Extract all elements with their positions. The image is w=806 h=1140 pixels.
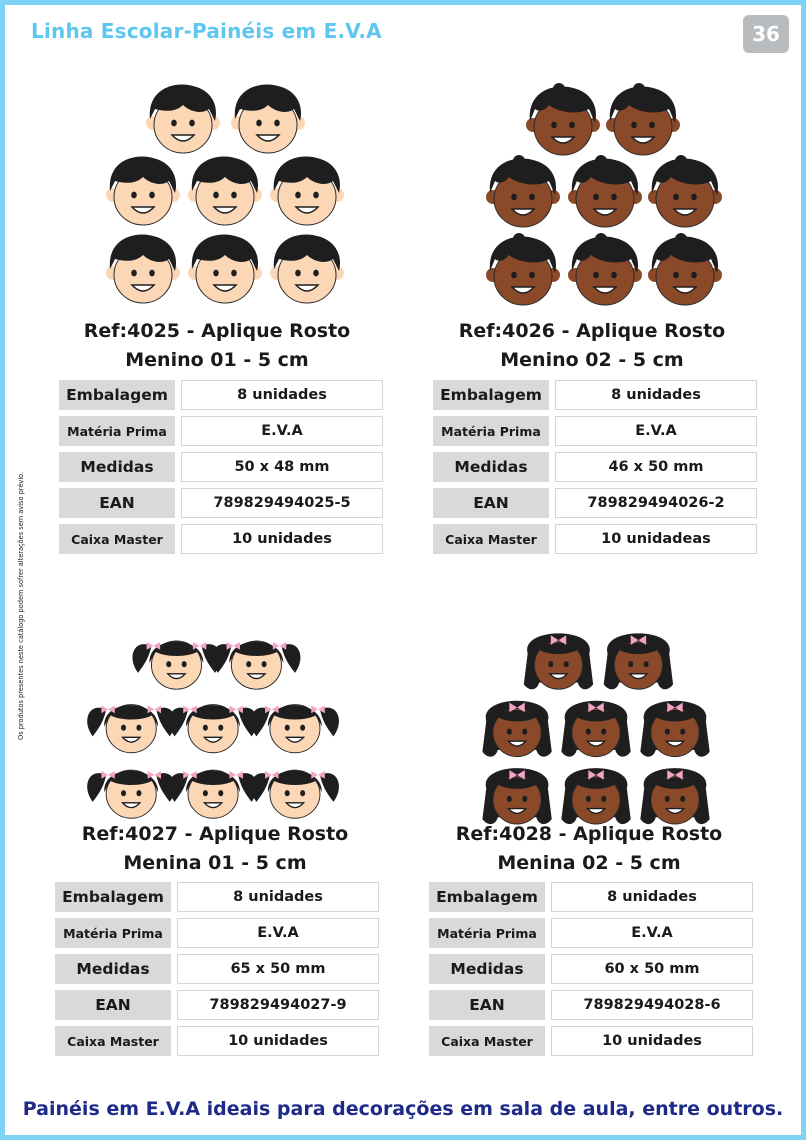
spec-row-materia-prima [55,918,379,948]
spec-label: Medidas [433,452,549,482]
spec-value: 8 unidades [177,882,379,912]
spec-label: Embalagem [55,882,171,912]
spec-label: EAN [55,990,171,1020]
spec-label: Medidas [55,954,171,984]
spec-value: 10 unidades [181,524,383,554]
spec-value: E.V.A [555,416,757,446]
faces-girl-dark-image [467,605,727,835]
product-title-4025 [52,317,382,375]
spec-label: Matéria Prima [59,416,175,446]
spec-value: E.V.A [181,416,383,446]
spec-row-caixa-master [59,524,383,554]
spec-value: 46 x 50 mm [555,452,757,482]
faces-boy-dark-image [483,77,743,307]
product-title-line1: Ref:4026 - Aplique Rosto [458,320,726,342]
spec-row-embalagem [433,380,757,410]
catalog-page [5,5,801,1135]
spec-row-embalagem [55,882,379,912]
footer-tagline: Painéis em E.V.A ideais para decorações em sala de aula, entre outros. [22,1098,784,1120]
spec-label: Medidas [429,954,545,984]
spec-row-caixa-master [433,524,757,554]
spec-label: Embalagem [433,380,549,410]
spec-value: 60 x 50 mm [551,954,753,984]
product-title-line1: Ref:4025 - Aplique Rosto [83,320,351,342]
page-number-badge: 36 [743,15,789,53]
product-title-line1: Ref:4027 - Aplique Rosto [81,823,349,845]
spec-label: Embalagem [429,882,545,912]
spec-value: 50 x 48 mm [181,452,383,482]
spec-label: EAN [59,488,175,518]
spec-value: 789829494025-5 [181,488,383,518]
product-title-4027 [50,820,380,878]
spec-value: 10 unidadeas [555,524,757,554]
spec-label: EAN [433,488,549,518]
product-title-4026 [427,317,757,375]
spec-row-materia-prima [429,918,753,948]
product-title-line2: Menino 01 - 5 cm [125,349,309,371]
spec-value: 789829494027-9 [177,990,379,1020]
spec-row-ean [433,488,757,518]
product-title-line2: Menina 01 - 5 cm [123,852,307,874]
spec-row-ean [59,488,383,518]
spec-label: Caixa Master [433,524,549,554]
spec-row-embalagem [429,882,753,912]
product-title-line2: Menino 02 - 5 cm [500,349,684,371]
spec-label: Matéria Prima [429,918,545,948]
spec-row-medidas [433,452,757,482]
spec-value: E.V.A [551,918,753,948]
spec-row-medidas [59,452,383,482]
spec-value: 789829494026-2 [555,488,757,518]
spec-table-4027 [55,882,379,1062]
spec-row-materia-prima [433,416,757,446]
spec-value: 10 unidades [551,1026,753,1056]
page-header-title: Linha Escolar-Painéis em E.V.A [31,19,382,43]
spec-value: 8 unidades [181,380,383,410]
spec-label: Caixa Master [429,1026,545,1056]
spec-value: E.V.A [177,918,379,948]
spec-label: EAN [429,990,545,1020]
faces-girl-light-image [85,605,345,835]
spec-table-4028 [429,882,753,1062]
spec-row-embalagem [59,380,383,410]
spec-value: 10 unidades [177,1026,379,1056]
spec-label: Embalagem [59,380,175,410]
spec-row-caixa-master [429,1026,753,1056]
spec-label: Medidas [59,452,175,482]
product-title-4028 [424,820,754,878]
spec-row-medidas [429,954,753,984]
spec-label: Matéria Prima [55,918,171,948]
spec-value: 65 x 50 mm [177,954,379,984]
spec-row-ean [429,990,753,1020]
spec-label: Matéria Prima [433,416,549,446]
spec-value: 789829494028-6 [551,990,753,1020]
product-title-line1: Ref:4028 - Aplique Rosto [455,823,723,845]
spec-row-caixa-master [55,1026,379,1056]
spec-table-4026 [433,380,757,560]
spec-table-4025 [59,380,383,560]
side-disclaimer: Os produtos presentes neste catálogo podem sofrer alterações sem aviso prévio. [17,471,25,740]
spec-value: 8 unidades [555,380,757,410]
spec-value: 8 unidades [551,882,753,912]
faces-boy-light-image [103,77,363,307]
spec-label: Caixa Master [59,524,175,554]
product-title-line2: Menina 02 - 5 cm [497,852,681,874]
spec-label: Caixa Master [55,1026,171,1056]
spec-row-materia-prima [59,416,383,446]
spec-row-ean [55,990,379,1020]
spec-row-medidas [55,954,379,984]
